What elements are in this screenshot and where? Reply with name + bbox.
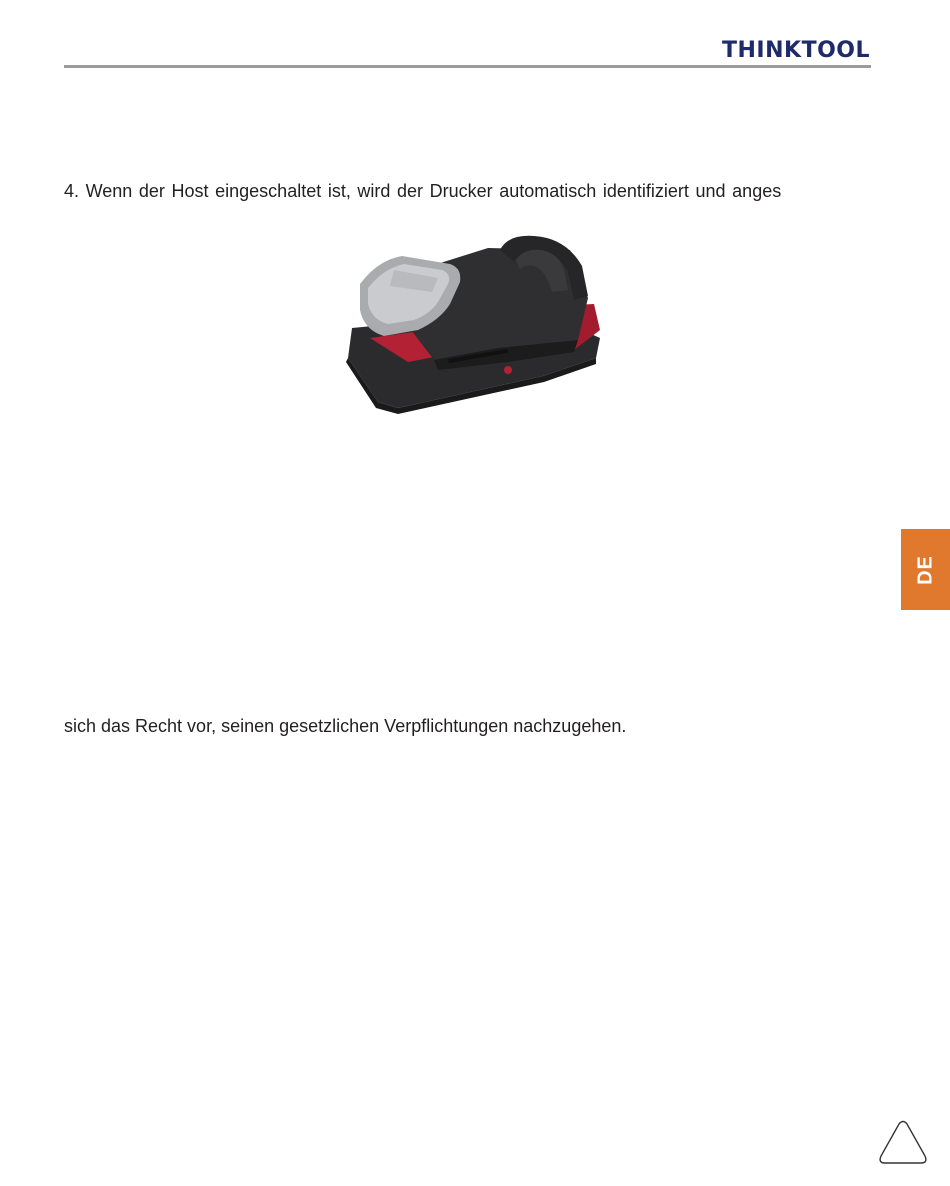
- step-4-text: 4. Wenn der Host eingeschaltet ist, wird der Drucker automatisch identifiziert und anges: [64, 181, 782, 201]
- printer-button: [504, 366, 512, 374]
- triangle-up-outline-icon[interactable]: [878, 1120, 928, 1166]
- header-divider: [64, 65, 871, 68]
- brand-logo: THINKTOOL: [722, 38, 870, 63]
- language-tab-label: DE: [914, 554, 936, 585]
- legal-notice-text: sich das Recht vor, seinen gesetzlichen Verpflichtungen nachzugehen.: [64, 716, 627, 736]
- language-tab-de[interactable]: [901, 529, 950, 610]
- printer-device-image: [338, 230, 613, 420]
